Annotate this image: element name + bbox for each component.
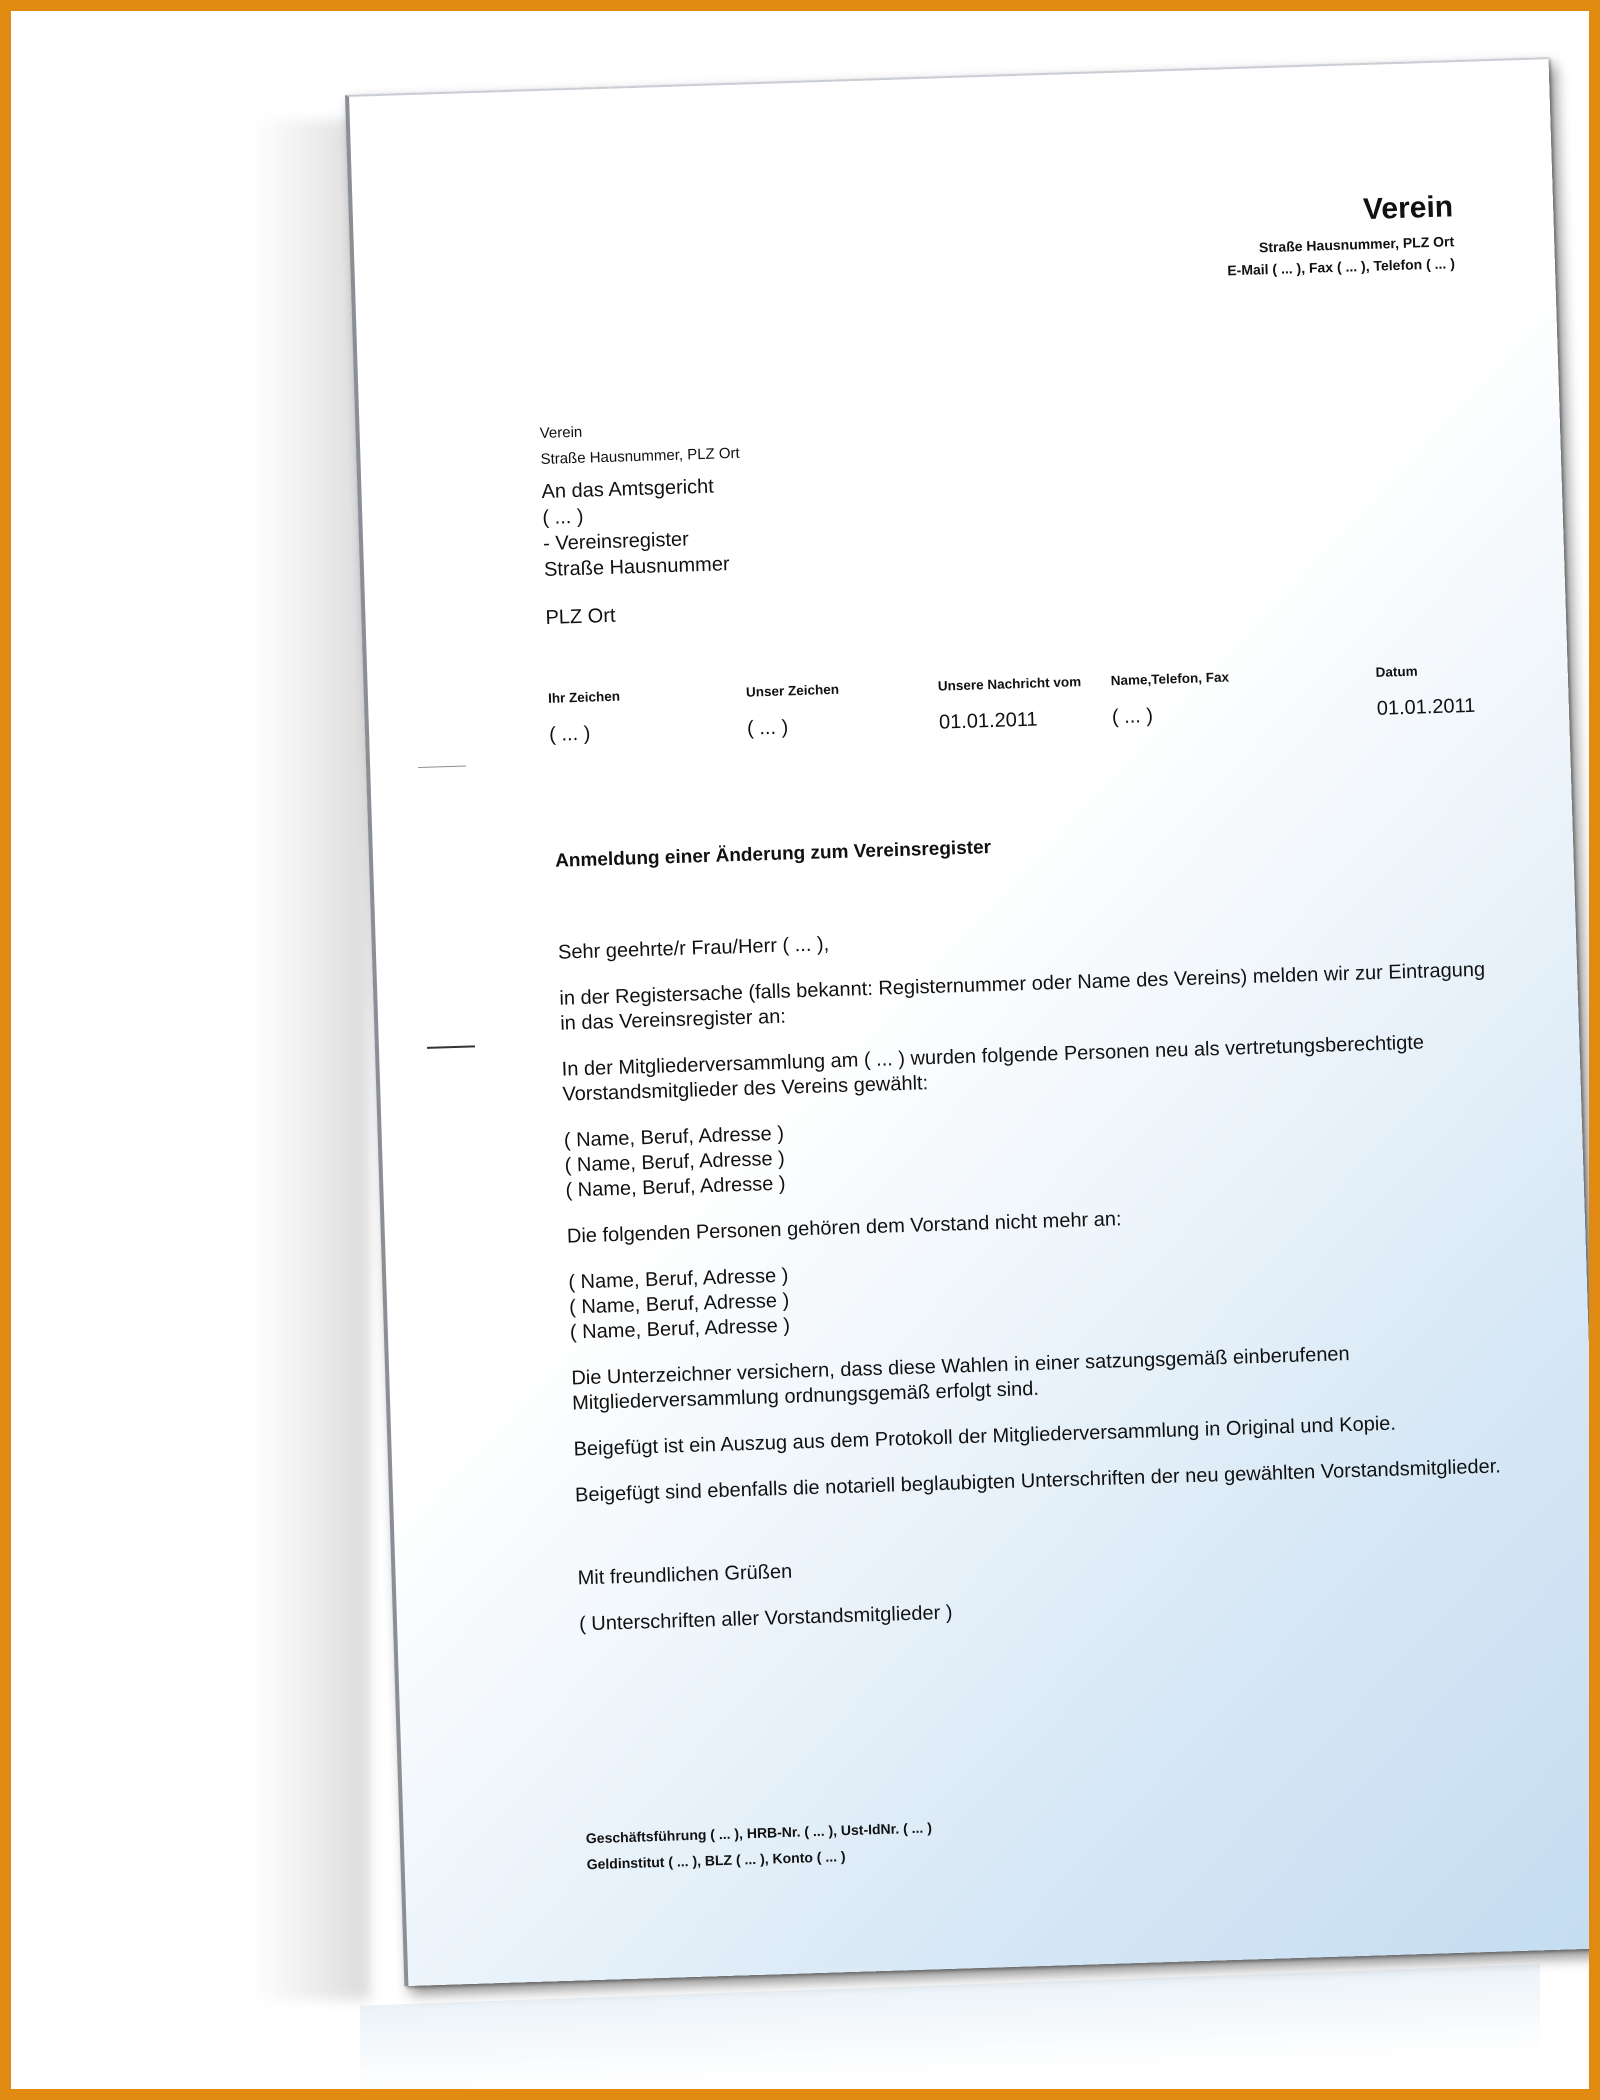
recipient-line: ( ... ) <box>542 505 584 530</box>
list-item: ( Name, Beruf, Adresse ) <box>565 1172 786 1202</box>
body-paragraph: in der Registersache (falls bekannt: Registernummer oder Name des Vereins) melden wir zur Eintragung in das Vereinsregister an: <box>559 958 1486 1035</box>
body-paragraph: Beigefügt sind ebenfalls die notariell beglaubigten Unterschriften der neu gewählten Vorstandsmitglieder. <box>574 1455 1502 1507</box>
reference-column <box>938 674 1083 734</box>
letter-footer <box>585 1814 933 1877</box>
list-item: ( Name, Beruf, Adresse ) <box>564 1147 786 1177</box>
salutation: Sehr geehrte/r Frau/Herr ( ... ), <box>557 933 830 964</box>
recipient-line: - Vereinsregister <box>542 528 690 555</box>
footer-line: Geschäftsführung ( ... ), HRB-Nr. ( ... ), Ust-IdNr. ( ... ) <box>585 1819 933 1847</box>
reference-label: Datum <box>1375 663 1418 680</box>
reference-label: Unser Zeichen <box>745 681 840 700</box>
reference-value: 01.01.2011 <box>1376 694 1476 720</box>
list-item: ( Name, Beruf, Adresse ) <box>568 1264 789 1294</box>
letter-body <box>558 912 1510 1659</box>
body-paragraph: Die folgenden Personen gehören dem Vorstand nicht mehr an: <box>566 1208 1122 1248</box>
recipient-line: An das Amtsgericht <box>541 475 715 504</box>
reference-column <box>548 689 622 747</box>
document-page <box>345 57 1600 1986</box>
reference-value: 01.01.2011 <box>938 708 1038 734</box>
body-paragraph: In der Mitgliederversammlung am ( ... ) wurden folgende Personen neu als vertretungsberechtigte Vorstandsmitglieder des Vereins gewählt: <box>561 1031 1425 1106</box>
recipient-address <box>541 473 731 631</box>
return-address <box>539 415 740 473</box>
page-shadow <box>250 120 370 2000</box>
recipient-line: Straße Hausnummer <box>543 553 730 581</box>
reference-line <box>547 662 1476 746</box>
list-item: ( Name, Beruf, Adresse ) <box>563 1122 785 1152</box>
new-members-list <box>564 1099 1496 1203</box>
punch-mark <box>427 1045 475 1049</box>
return-address-line: Straße Hausnummer, PLZ Ort <box>540 444 740 469</box>
body-paragraph: Beigefügt ist ein Auszug aus dem Protokoll der Mitgliederversammlung in Original und Kopie. <box>573 1412 1397 1461</box>
fold-mark <box>418 766 466 769</box>
list-item: ( Name, Beruf, Adresse ) <box>569 1314 791 1344</box>
reference-label: Ihr Zeichen <box>547 688 621 706</box>
letter-subject: Anmeldung einer Änderung zum Vereinsregister <box>554 837 992 872</box>
reference-label: Unsere Nachricht vom <box>937 674 1082 694</box>
letterhead <box>1225 190 1455 281</box>
letterhead-address: Straße Hausnummer, PLZ Ort <box>1258 233 1455 256</box>
footer-line: Geldinstitut ( ... ), BLZ ( ... ), Konto ( ... ) <box>586 1848 846 1873</box>
body-paragraph: Die Unterzeichner versichern, dass diese Wahlen in einer satzungsgemäß einberufenen Mitgliederversammlung ordnungsgemäß erfolgt sind. <box>571 1343 1350 1415</box>
closing: Mit freundlichen Grüßen <box>577 1560 793 1590</box>
list-item: ( Name, Beruf, Adresse ) <box>568 1289 790 1319</box>
reference-column <box>1375 662 1475 721</box>
reference-value: ( ... ) <box>548 722 591 746</box>
reference-label: Name,Telefon, Fax <box>1110 669 1230 689</box>
reference-column <box>746 682 841 741</box>
reference-column <box>1111 670 1231 730</box>
reference-value: ( ... ) <box>746 716 789 740</box>
reference-value: ( ... ) <box>1111 704 1154 729</box>
document-page-wrapper <box>345 57 1600 1999</box>
return-address-line: Verein <box>539 423 583 443</box>
former-members-list <box>568 1241 1500 1345</box>
letterhead-name: Verein <box>1362 190 1454 227</box>
signature: ( Unterschriften aller Vorstandsmitglieder ) <box>578 1601 953 1636</box>
letterhead-contact: E-Mail ( ... ), Fax ( ... ), Telefon ( ... ) <box>1227 255 1456 279</box>
recipient-line: PLZ Ort <box>545 604 616 629</box>
